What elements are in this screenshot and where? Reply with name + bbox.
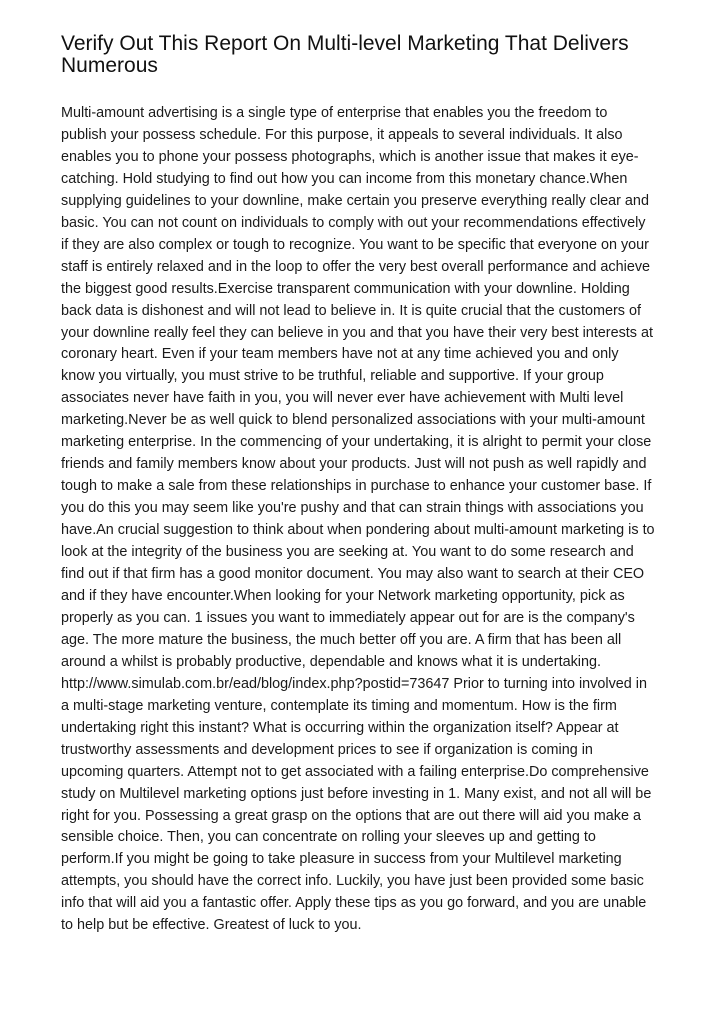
body-line: coronary heart. Even if your team members have not at any time achieved you and only	[61, 346, 619, 363]
document-page	[61, 33, 661, 937]
body-line: marketing.Never be as well quick to blend personalized associations with your multi-amount	[61, 412, 645, 429]
body-line: a multi-stage marketing venture, contemplate its timing and momentum. How is the firm	[61, 697, 617, 714]
body-line: age. The more mature the business, the much better off you are. A firm that has been all	[61, 631, 622, 648]
body-line: the biggest good results.Exercise transparent communication with your downline. Holding	[61, 280, 630, 297]
body-line: properly as you can. 1 issues you want to immediately appear out for are is the company's	[61, 609, 635, 626]
body-line: basic. You can not count on individuals to comply with out your recommendations effectively	[61, 214, 646, 231]
body-line: undertaking right this instant? What is occurring within the organization itself? Appear at	[61, 719, 619, 736]
document-title	[61, 33, 661, 77]
body-line: enables you to phone your possess photographs, which is another issue that makes it eye-	[61, 148, 639, 165]
body-line: know you virtually, you must strive to be truthful, reliable and supportive. If your group	[61, 368, 604, 385]
body-line: info that will aid you a fantastic offer. Apply these tips as you go forward, and you are unable	[61, 895, 647, 912]
body-line: staff is entirely relaxed and in the loop to offer the very best overall performance and achieve	[61, 258, 651, 275]
body-line: study on Multilevel marketing options just before investing in 1. Many exist, and not all will be	[61, 785, 652, 802]
body-line: friends and family members know about your products. Just will not push as well rapidly and	[61, 456, 647, 473]
body-line: find out if that firm has a good monitor document. You may also want to search at their CEO	[61, 566, 645, 583]
body-line: upcoming quarters. Attempt not to get associated with a failing enterprise.Do comprehensive	[61, 763, 649, 780]
body-line: you do this you may seem like you're pushy and that can strain things with associations you	[61, 500, 644, 517]
body-line: perform.If you might be going to take pleasure in success from your Multilevel marketing	[61, 851, 622, 868]
body-line: back data is dishonest and will not lead to believe in. It is quite crucial that the customers of	[61, 302, 641, 319]
body-line: http://www.simulab.com.br/ead/blog/index.php?postid=73647 Prior to turning into involved in	[61, 675, 647, 692]
body-line: around a whilst is probably productive, dependable and knows what it is undertaking.	[61, 653, 601, 670]
body-line: right for you. Possessing a great grasp on the options that are out there will aid you make a	[61, 807, 641, 824]
body-line: sensible choice. Then, you can concentrate on rolling your sleeves up and getting to	[61, 829, 596, 846]
body-line: supplying guidelines to your downline, make certain you preserve everything really clear and	[61, 192, 649, 209]
body-line: associates never have faith in you, you will never ever have achievement with Multi level	[61, 390, 624, 407]
body-line: if they are also complex or tough to recognize. You want to be specific that everyone on your	[61, 236, 649, 253]
body-line: your downline really feel they can believe in you and that you have their very best interests at	[61, 324, 653, 341]
body-line: attempts, you should have the correct info. Luckily, you have just been provided some basic	[61, 873, 644, 890]
title-line: Verify Out This Report On Multi-level Marketing That Delivers	[61, 32, 629, 55]
article-body	[61, 103, 661, 937]
body-line: to help but be effective. Greatest of luck to you.	[61, 917, 362, 934]
body-line: trustworthy assessments and development prices to see if organization is coming in	[61, 741, 593, 758]
body-line: catching. Hold studying to find out how you can income from this monetary chance.When	[61, 170, 628, 187]
body-line: and if they have encounter.When looking for your Network marketing opportunity, pick as	[61, 587, 625, 604]
title-line: Numerous	[61, 54, 158, 77]
body-line: tough to make a sale from these relationships in purchase to enhance your customer base. If	[61, 478, 652, 495]
body-line: marketing enterprise. In the commencing of your undertaking, it is alright to permit your close	[61, 434, 652, 451]
body-line: publish your possess schedule. For this purpose, it appeals to several individuals. It also	[61, 126, 623, 143]
body-line: look at the integrity of the business you are seeking at. You want to do some research and	[61, 544, 634, 561]
body-line: have.An crucial suggestion to think about when pondering about multi-amount marketing is to	[61, 522, 655, 539]
body-line: Multi-amount advertising is a single type of enterprise that enables you the freedom to	[61, 105, 608, 121]
